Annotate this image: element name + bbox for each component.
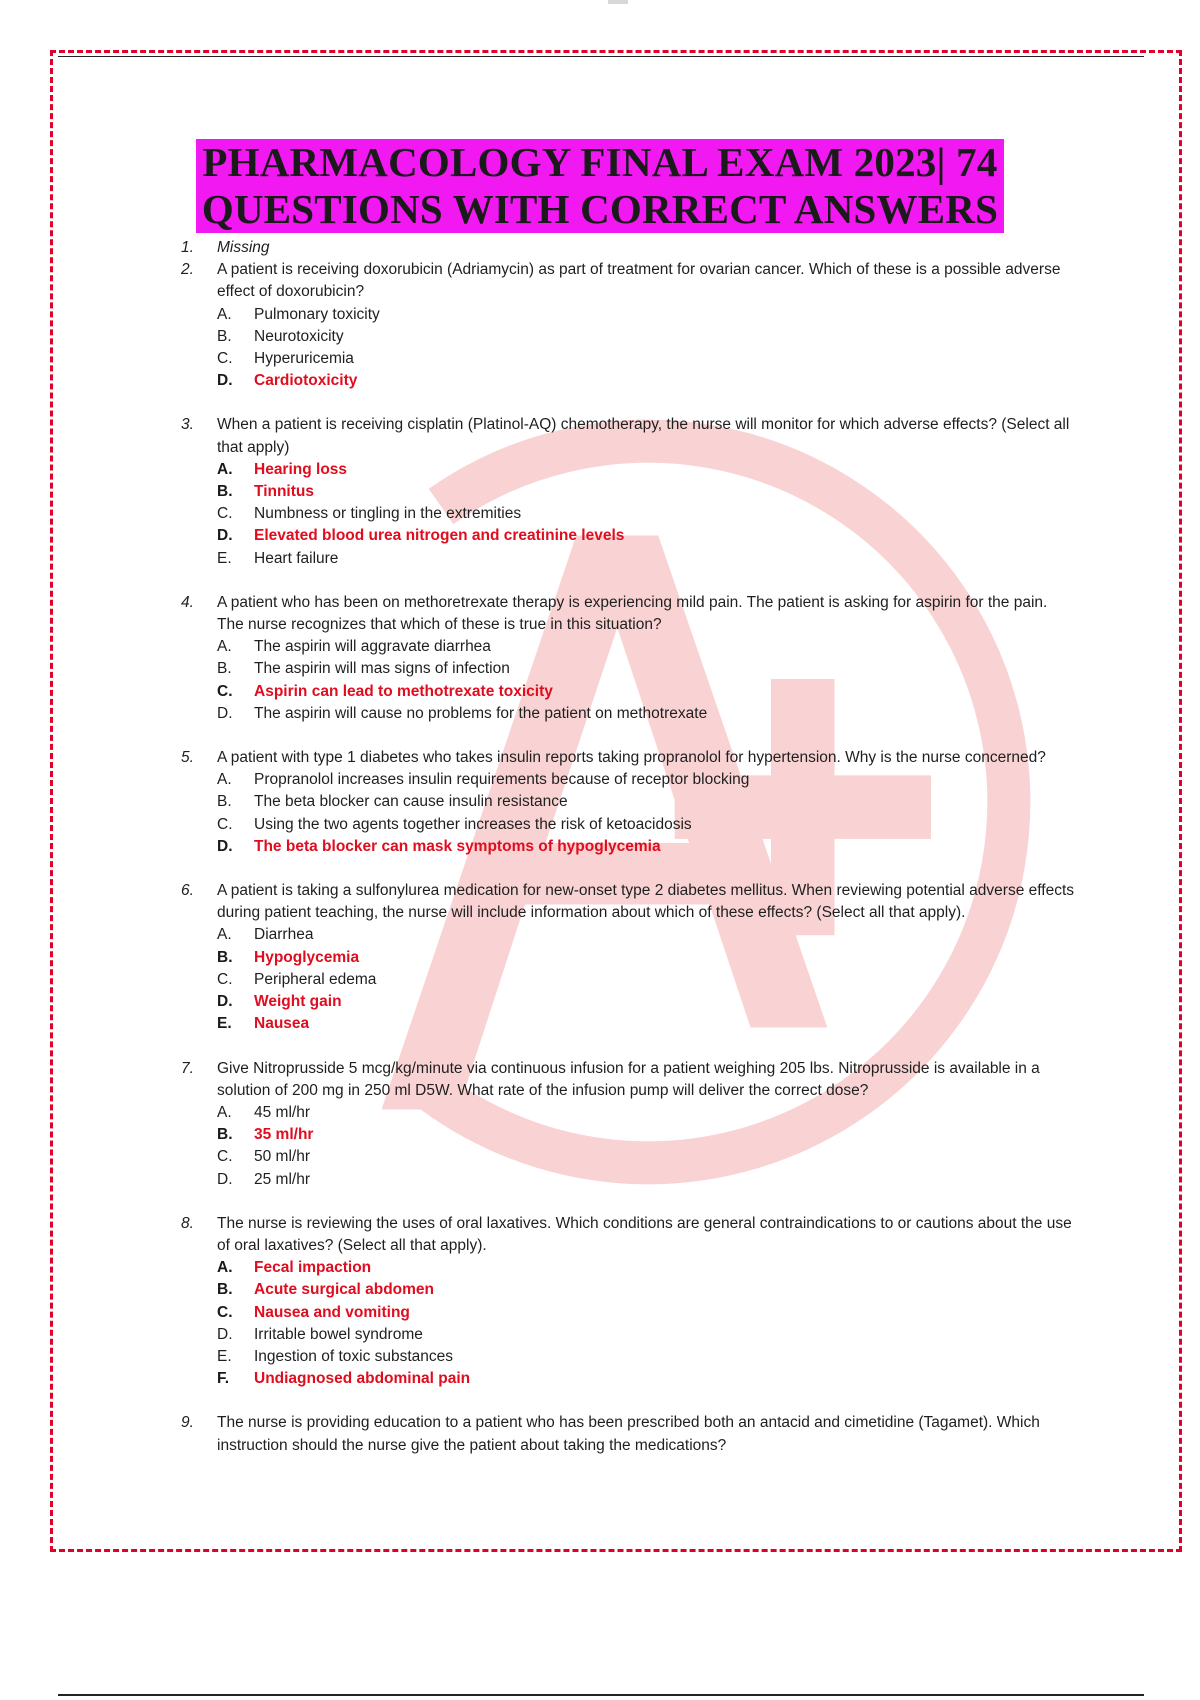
- option-letter: E.: [217, 1015, 232, 1033]
- answer-option: [217, 348, 1076, 370]
- answer-option: [217, 1146, 1076, 1168]
- question-item: [181, 592, 1076, 725]
- question-item: [181, 237, 1076, 259]
- answer-option: [217, 658, 1076, 680]
- option-letter: B.: [217, 1126, 233, 1144]
- answer-option: [217, 924, 1076, 946]
- option-letter: D.: [217, 1325, 233, 1343]
- option-text: Peripheral edema: [254, 970, 377, 988]
- option-letter: B.: [217, 483, 233, 501]
- answer-option: [217, 1324, 1076, 1346]
- question-item: [181, 880, 1076, 1035]
- option-text: Nausea: [254, 1015, 310, 1033]
- option-text: Neurotoxicity: [254, 327, 344, 345]
- question-number: 8.: [181, 1214, 194, 1232]
- option-letter: E.: [217, 549, 232, 567]
- question-number: 6.: [181, 882, 194, 900]
- option-text: Heart failure: [254, 549, 339, 567]
- correct-answer-option: [217, 1368, 1076, 1390]
- option-text: Tinnitus: [254, 483, 314, 501]
- option-letter: A.: [217, 460, 233, 478]
- option-text: Aspirin can lead to methotrexate toxicity: [254, 682, 553, 700]
- correct-answer-option: [217, 370, 1076, 392]
- option-letter: D.: [217, 704, 233, 722]
- question-item: [181, 259, 1076, 392]
- option-text: Propranolol increases insulin requirements because of receptor blocking: [254, 771, 750, 789]
- question-number: 7.: [181, 1059, 194, 1077]
- answer-option: [217, 969, 1076, 991]
- correct-answer-option: [217, 681, 1076, 703]
- option-text: Hyperuricemia: [254, 350, 354, 368]
- answer-option: [217, 503, 1076, 525]
- option-text: Weight gain: [254, 993, 342, 1011]
- option-text: Fecal impaction: [254, 1259, 372, 1277]
- option-text: Undiagnosed abdominal pain: [254, 1370, 471, 1388]
- answer-option: [217, 1102, 1076, 1124]
- question-number: 4.: [181, 593, 194, 611]
- answer-options: [217, 636, 1076, 725]
- option-letter: B.: [217, 948, 233, 966]
- option-text: 35 ml/hr: [254, 1126, 314, 1144]
- option-letter: C.: [217, 1148, 233, 1166]
- question-text: Missing: [217, 239, 270, 256]
- option-letter: A.: [217, 1259, 233, 1277]
- bottom-rule: [58, 1694, 1144, 1696]
- option-text: Cardiotoxicity: [254, 372, 358, 390]
- correct-answer-option: [217, 459, 1076, 481]
- option-text: Nausea and vomiting: [254, 1303, 410, 1321]
- option-letter: A.: [217, 638, 232, 656]
- option-text: Pulmonary toxicity: [254, 305, 380, 323]
- option-text: 45 ml/hr: [254, 1103, 310, 1121]
- answer-options: [217, 924, 1076, 1035]
- answer-option: [217, 1169, 1076, 1191]
- correct-answer-option: [217, 991, 1076, 1013]
- option-text: Hearing loss: [254, 460, 348, 478]
- title-line-2: QUESTIONS WITH CORRECT ANSWERS: [196, 186, 1004, 233]
- answer-option: [217, 791, 1076, 813]
- question-number: 5.: [181, 749, 194, 767]
- option-text: The beta blocker can mask symptoms of hypoglycemia: [254, 837, 661, 855]
- question-text: A patient is taking a sulfonylurea medication for new-onset type 2 diabetes mellitus. When reviewing potential adverse effects during patient teaching, the nurse will include information about which of these effects? (Select all that apply).: [217, 882, 1074, 922]
- option-text: 50 ml/hr: [254, 1148, 310, 1166]
- option-letter: A.: [217, 771, 232, 789]
- title-line-1: PHARMACOLOGY FINAL EXAM 2023| 74: [196, 139, 1003, 186]
- option-text: Ingestion of toxic substances: [254, 1347, 454, 1365]
- option-letter: B.: [217, 793, 232, 811]
- answer-option: [217, 769, 1076, 791]
- option-text: The beta blocker can cause insulin resistance: [254, 793, 568, 811]
- question-number: 2.: [181, 261, 194, 279]
- option-text: Numbness or tingling in the extremities: [254, 505, 522, 523]
- option-text: Using the two agents together increases the risk of ketoacidosis: [254, 815, 692, 833]
- option-letter: D.: [217, 1170, 233, 1188]
- answer-options: [217, 304, 1076, 393]
- correct-answer-option: [217, 481, 1076, 503]
- option-letter: C.: [217, 815, 233, 833]
- correct-answer-option: [217, 1279, 1076, 1301]
- question-text: A patient with type 1 diabetes who takes insulin reports taking propranolol for hypertension. Why is the nurse concerned?: [217, 749, 1046, 767]
- correct-answer-option: [217, 1013, 1076, 1035]
- option-text: Hypoglycemia: [254, 948, 360, 966]
- question-text: The nurse is reviewing the uses of oral laxatives. Which conditions are general contraindications to or cautions about the use of oral laxatives? (Select all that apply).: [217, 1214, 1072, 1254]
- option-letter: C.: [217, 505, 233, 523]
- option-letter: A.: [217, 305, 232, 323]
- option-letter: C.: [217, 682, 233, 700]
- question-text: Give Nitroprusside 5 mcg/kg/minute via continuous infusion for a patient weighing 205 lbs. Nitroprusside is available in a solution of 200 mg in 250 ml D5W. What rate of the infusion pump will deliver the correct dose?: [217, 1059, 1040, 1099]
- document-title: [0, 139, 1200, 233]
- option-letter: C.: [217, 1303, 233, 1321]
- correct-answer-option: [217, 1124, 1076, 1146]
- correct-answer-option: [217, 947, 1076, 969]
- option-letter: B.: [217, 1281, 233, 1299]
- question-text: When a patient is receiving cisplatin (Platinol-AQ) chemotherapy, the nurse will monitor for which adverse effects? (Select all that apply): [217, 416, 1070, 456]
- top-rule: [58, 56, 1144, 57]
- correct-answer-option: [217, 1302, 1076, 1324]
- answer-option: [217, 326, 1076, 348]
- question-item: [181, 414, 1076, 569]
- option-letter: A.: [217, 926, 232, 944]
- option-letter: C.: [217, 970, 233, 988]
- answer-options: [217, 459, 1076, 570]
- question-item: [181, 1058, 1076, 1191]
- answer-option: [217, 814, 1076, 836]
- correct-answer-option: [217, 836, 1076, 858]
- option-text: The aspirin will cause no problems for the patient on methotrexate: [254, 704, 708, 722]
- answer-options: [217, 1257, 1076, 1390]
- option-letter: D.: [217, 837, 233, 855]
- option-text: Acute surgical abdomen: [254, 1281, 435, 1299]
- option-letter: C.: [217, 350, 233, 368]
- option-letter: E.: [217, 1347, 232, 1365]
- question-list: [181, 237, 1076, 1479]
- question-text: A patient who has been on methoretrexate therapy is experiencing mild pain. The patient is asking for aspirin for the pain. The nurse recognizes that which of these is true in this situation?: [217, 593, 1048, 634]
- top-edge-mark: [608, 0, 628, 4]
- option-text: Irritable bowel syndrome: [254, 1325, 423, 1343]
- option-letter: B.: [217, 660, 232, 678]
- option-letter: D.: [217, 527, 233, 545]
- question-number: 9.: [181, 1414, 194, 1432]
- question-text: A patient is receiving doxorubicin (Adriamycin) as part of treatment for ovarian cancer. Which of these is a possible adverse effect of doxorubicin?: [217, 261, 1061, 301]
- answer-option: [217, 1346, 1076, 1368]
- option-letter: A.: [217, 1103, 232, 1121]
- option-letter: F.: [217, 1370, 230, 1388]
- option-letter: D.: [217, 372, 233, 390]
- option-text: 25 ml/hr: [254, 1170, 310, 1188]
- correct-answer-option: [217, 525, 1076, 547]
- question-item: [181, 747, 1076, 858]
- option-text: The aspirin will mas signs of infection: [254, 660, 510, 678]
- question-text: The nurse is providing education to a patient who has been prescribed both an antacid and cimetidine (Tagamet). Which instruction should the nurse give the patient about taking the medications?: [217, 1414, 1040, 1454]
- question-item: [181, 1412, 1076, 1456]
- question-number: 1.: [181, 239, 194, 256]
- option-letter: B.: [217, 327, 232, 345]
- option-text: Diarrhea: [254, 926, 314, 944]
- answer-option: [217, 703, 1076, 725]
- question-number: 3.: [181, 416, 194, 434]
- option-text: Elevated blood urea nitrogen and creatinine levels: [254, 527, 625, 545]
- answer-option: [217, 548, 1076, 570]
- option-text: The aspirin will aggravate diarrhea: [254, 638, 491, 656]
- answer-option: [217, 636, 1076, 658]
- option-letter: D.: [217, 993, 233, 1011]
- answer-options: [217, 769, 1076, 858]
- correct-answer-option: [217, 1257, 1076, 1279]
- answer-options: [217, 1102, 1076, 1191]
- question-item: [181, 1213, 1076, 1391]
- answer-option: [217, 304, 1076, 326]
